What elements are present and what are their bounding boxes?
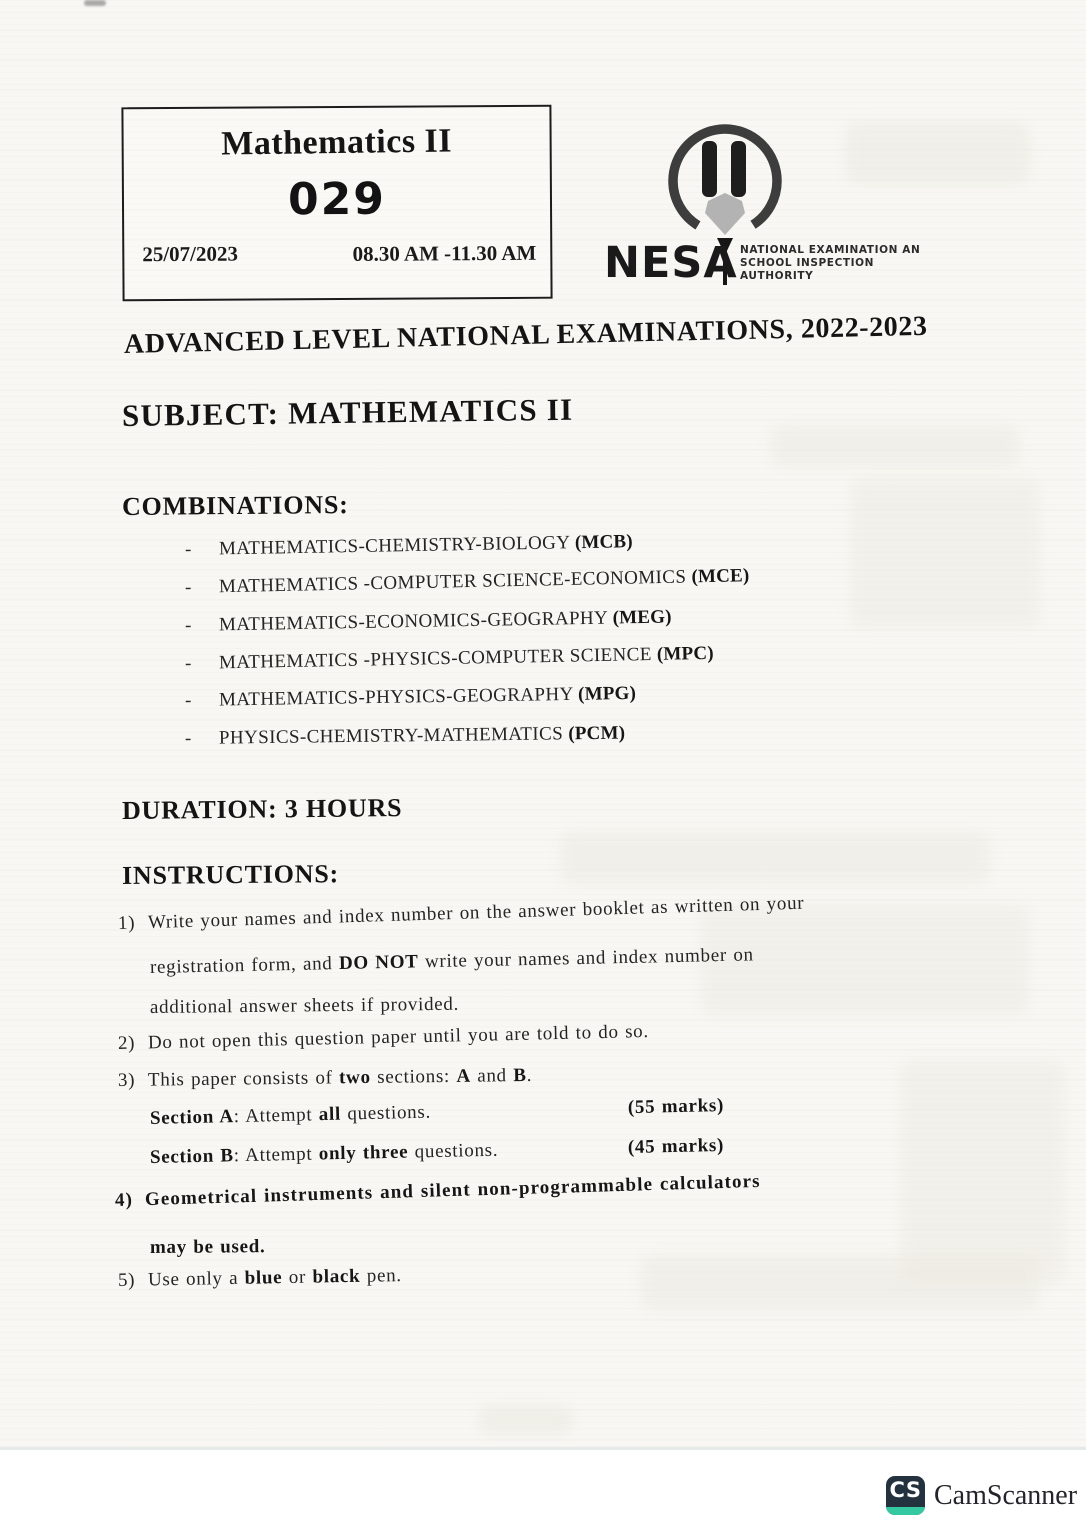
section-a-marks: (55 marks) <box>627 1094 725 1119</box>
exam-session-heading: ADVANCED LEVEL NATIONAL EXAMINATIONS, 2022-2023 <box>123 310 928 360</box>
instruction-1-line2: registration form, and DO NOT write your names and index number on <box>149 944 754 978</box>
instruction-3-section-b: Section B: Attempt only three questions. (45 marks) <box>149 1134 725 1168</box>
instruction-number: 2) <box>117 1032 136 1054</box>
bleed-through-artifact <box>850 478 1040 628</box>
instruction-3-section-a: Section A: Attempt all questions. (55 marks) <box>149 1094 725 1129</box>
camscanner-icon-strip <box>886 1507 925 1515</box>
instruction-5: 5) Use only a blue or black pen. <box>117 1265 402 1291</box>
logo-authority-line3: AUTHORITY <box>740 270 814 282</box>
camscanner-icon-letters: CS <box>889 1478 922 1502</box>
instruction-1-line1: 1) Write your names and index number on the answer booklet as written on your <box>117 892 805 934</box>
list-dash: - <box>184 689 192 711</box>
scan-edge-line <box>0 1447 1086 1450</box>
instruction-4-line2: may be used. <box>149 1236 266 1258</box>
list-dash: - <box>184 727 192 749</box>
instruction-3: 3) This paper consists of two sections: A and B. <box>117 1064 533 1091</box>
section-b-marks: (45 marks) <box>627 1134 725 1158</box>
combination-item: - MATHEMATICS-PHYSICS-GEOGRAPHY (MPG) <box>184 682 637 711</box>
instruction-number: 3) <box>117 1069 136 1091</box>
combination-item: - MATHEMATICS -COMPUTER SCIENCE-ECONOMICS (MCE) <box>184 565 750 598</box>
subject-heading: SUBJECT: MATHEMATICS II <box>121 391 574 433</box>
nesa-pencil-icon <box>598 124 920 306</box>
logo-wordmark: NESA <box>604 238 738 288</box>
combinations-heading: COMBINATIONS: <box>121 490 349 521</box>
camscanner-label: CamScanner <box>934 1479 1078 1511</box>
logo-authority-line2: SCHOOL INSPECTION <box>740 257 875 269</box>
instruction-number: 5) <box>117 1269 136 1291</box>
exam-info-box <box>121 105 552 302</box>
instruction-number: 1) <box>117 912 136 934</box>
bleed-through-artifact <box>560 832 990 884</box>
instructions-heading: INSTRUCTIONS: <box>121 859 340 890</box>
nesa-logo <box>598 124 920 311</box>
instruction-2: 2) Do not open this question paper until you are told to do so. <box>117 1020 650 1054</box>
exam-date: 25/07/2023 <box>142 241 239 267</box>
combination-item: - MATHEMATICS -PHYSICS-COMPUTER SCIENCE (MPC) <box>184 642 715 674</box>
bleed-through-artifact <box>770 425 1020 467</box>
exam-time: 08.30 AM -11.30 AM <box>352 240 537 266</box>
instruction-1-line3: additional answer sheets if provided. <box>149 993 460 1018</box>
list-dash: - <box>184 614 192 636</box>
camscanner-icon <box>886 1476 925 1515</box>
combination-item: - PHYSICS-CHEMISTRY-MATHEMATICS (PCM) <box>184 722 626 749</box>
list-dash: - <box>184 576 192 598</box>
instruction-number: 4) <box>114 1189 134 1211</box>
bleed-through-artifact <box>478 1406 573 1434</box>
logo-authority-line1: NATIONAL EXAMINATION AND <box>740 244 920 256</box>
scan-smudge <box>84 0 106 6</box>
list-dash: - <box>184 652 192 674</box>
bleed-through-artifact <box>640 1255 1040 1310</box>
bleed-through-artifact <box>900 1060 1065 1285</box>
duration-heading: DURATION: 3 HOURS <box>121 793 403 825</box>
camscanner-watermark <box>886 1476 1077 1515</box>
combination-item: - MATHEMATICS-ECONOMICS-GEOGRAPHY (MEG) <box>184 606 672 636</box>
combination-item: - MATHEMATICS-CHEMISTRY-BIOLOGY (MCB) <box>184 531 634 560</box>
exam-code: 029 <box>287 173 387 226</box>
instruction-4-line1: 4) Geometrical instruments and silent non-programmable calculators <box>114 1170 761 1211</box>
exam-title: Mathematics II <box>220 122 453 163</box>
list-dash: - <box>184 538 192 560</box>
